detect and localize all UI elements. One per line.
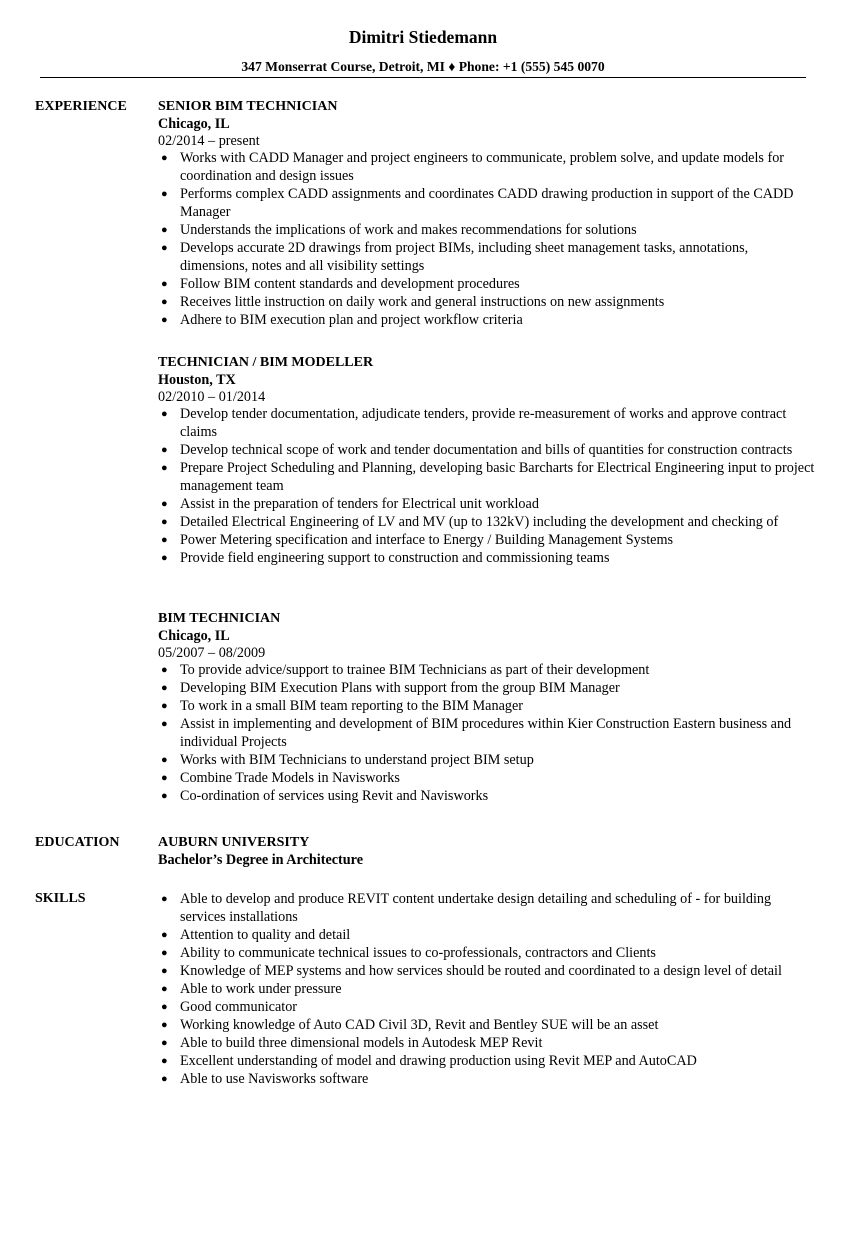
job-location: Chicago, IL bbox=[158, 628, 230, 644]
list-item-text: Detailed Electrical Engineering of LV and MV (up to 132kV) including the development and checking of bbox=[180, 514, 779, 530]
job-entry bbox=[158, 354, 818, 567]
list-item-text: Combine Trade Models in Navisworks bbox=[180, 770, 400, 786]
list-item-text: Developing BIM Execution Plans with support from the group BIM Manager bbox=[180, 680, 620, 696]
bullet-icon: ● bbox=[161, 965, 168, 977]
job-title: TECHNICIAN / BIM MODELLER bbox=[158, 355, 374, 370]
list-item bbox=[158, 459, 818, 495]
list-item-text: Works with BIM Technicians to understand project BIM setup bbox=[180, 752, 534, 768]
bullet-icon: ● bbox=[161, 242, 168, 254]
school-name: AUBURN UNIVERSITY bbox=[158, 835, 310, 850]
bullet-icon: ● bbox=[161, 1073, 168, 1085]
list-item-text: Ability to communicate technical issues to co-professionals, contractors and Clients bbox=[180, 945, 656, 961]
bullet-icon: ● bbox=[161, 224, 168, 236]
list-item bbox=[158, 531, 818, 549]
list-item bbox=[158, 275, 818, 293]
list-item-text: Assist in the preparation of tenders for Electrical unit workload bbox=[180, 496, 539, 512]
bullet-icon: ● bbox=[161, 296, 168, 308]
bullet-icon: ● bbox=[161, 534, 168, 546]
list-item bbox=[158, 751, 818, 769]
bullet-icon: ● bbox=[161, 152, 168, 164]
list-item bbox=[158, 679, 818, 697]
job-bullet-list bbox=[158, 149, 818, 329]
bullet-icon: ● bbox=[161, 1037, 168, 1049]
list-item-text: Adhere to BIM execution plan and project workflow criteria bbox=[180, 312, 523, 328]
header-divider bbox=[40, 77, 806, 78]
list-item-text: Provide field engineering support to construction and commissioning teams bbox=[180, 550, 610, 566]
job-title: SENIOR BIM TECHNICIAN bbox=[158, 99, 338, 114]
bullet-icon: ● bbox=[161, 700, 168, 712]
list-item-text: Develop technical scope of work and tender documentation and bills of quantities for construction contracts bbox=[180, 442, 793, 458]
job-entry bbox=[158, 98, 818, 329]
contact-line: 347 Monserrat Course, Detroit, MI ♦ Phone: +1 (555) 545 0070 bbox=[241, 59, 605, 74]
job-title: BIM TECHNICIAN bbox=[158, 611, 281, 626]
list-item bbox=[158, 549, 818, 567]
list-item bbox=[158, 185, 818, 221]
bullet-icon: ● bbox=[161, 408, 168, 420]
list-item bbox=[158, 944, 814, 962]
job-bullet-list bbox=[158, 405, 818, 567]
job-dates: 02/2010 – 01/2014 bbox=[158, 389, 266, 405]
list-item bbox=[158, 980, 814, 998]
list-item bbox=[158, 495, 818, 513]
list-item-text: Works with CADD Manager and project engineers to communicate, problem solve, and update models for coordination and design issues bbox=[180, 150, 785, 184]
skills-list bbox=[158, 890, 814, 1088]
section-label-experience: EXPERIENCE bbox=[35, 99, 127, 114]
list-item bbox=[158, 405, 818, 441]
list-item bbox=[158, 769, 818, 787]
bullet-icon: ● bbox=[161, 664, 168, 676]
list-item bbox=[158, 293, 818, 311]
list-item bbox=[158, 221, 818, 239]
list-item-text: Working knowledge of Auto CAD Civil 3D, Revit and Bentley SUE will be an asset bbox=[180, 1017, 659, 1033]
bullet-icon: ● bbox=[161, 516, 168, 528]
list-item-text: Co-ordination of services using Revit and Navisworks bbox=[180, 788, 489, 804]
list-item bbox=[158, 1034, 814, 1052]
bullet-icon: ● bbox=[161, 1055, 168, 1067]
bullet-icon: ● bbox=[161, 754, 168, 766]
list-item bbox=[158, 715, 818, 751]
bullet-icon: ● bbox=[161, 1019, 168, 1031]
list-item-text: Follow BIM content standards and development procedures bbox=[180, 276, 520, 292]
job-bullet-list bbox=[158, 661, 818, 805]
list-item bbox=[158, 926, 814, 944]
list-item-text: Performs complex CADD assignments and coordinates CADD drawing production in support of the CADD Manager bbox=[180, 186, 794, 220]
education-entry bbox=[158, 834, 818, 868]
bullet-icon: ● bbox=[161, 498, 168, 510]
bullet-icon: ● bbox=[161, 718, 168, 730]
candidate-name: Dimitri Stiedemann bbox=[348, 27, 498, 47]
job-dates: 02/2014 – present bbox=[158, 133, 260, 149]
section-label-skills: SKILLS bbox=[35, 891, 86, 906]
list-item bbox=[158, 149, 818, 185]
list-item-text: Able to work under pressure bbox=[180, 981, 342, 997]
list-item bbox=[158, 513, 818, 531]
list-item bbox=[158, 787, 818, 805]
list-item bbox=[158, 998, 814, 1016]
list-item-text: Develop tender documentation, adjudicate tenders, provide re-measurement of works and approve contract claims bbox=[180, 406, 787, 440]
bullet-icon: ● bbox=[161, 1001, 168, 1013]
skills-entry bbox=[158, 890, 814, 1088]
list-item-text: Develops accurate 2D drawings from project BIMs, including sheet management tasks, annotations, dimensions, notes and all visibility settings bbox=[180, 240, 749, 274]
bullet-icon: ● bbox=[161, 188, 168, 200]
bullet-icon: ● bbox=[161, 444, 168, 456]
bullet-icon: ● bbox=[161, 947, 168, 959]
job-location: Chicago, IL bbox=[158, 116, 230, 132]
list-item-text: Knowledge of MEP systems and how services should be routed and coordinated to a design level of detail bbox=[180, 963, 782, 979]
section-label-education: EDUCATION bbox=[35, 835, 120, 850]
job-dates: 05/2007 – 08/2009 bbox=[158, 645, 266, 661]
list-item bbox=[158, 239, 818, 275]
list-item-text: Excellent understanding of model and drawing production using Revit MEP and AutoCAD bbox=[180, 1053, 697, 1069]
bullet-icon: ● bbox=[161, 929, 168, 941]
list-item bbox=[158, 962, 814, 980]
list-item-text: Assist in implementing and development of BIM procedures within Kier Construction Eastern business and individual Projects bbox=[180, 716, 792, 750]
list-item-text: Prepare Project Scheduling and Planning, developing basic Barcharts for Electrical Engineering input to project management team bbox=[180, 460, 815, 494]
bullet-icon: ● bbox=[161, 314, 168, 326]
bullet-icon: ● bbox=[161, 552, 168, 564]
list-item bbox=[158, 661, 818, 679]
bullet-icon: ● bbox=[161, 682, 168, 694]
job-location: Houston, TX bbox=[158, 372, 236, 388]
list-item bbox=[158, 311, 818, 329]
bullet-icon: ● bbox=[161, 462, 168, 474]
bullet-icon: ● bbox=[161, 278, 168, 290]
list-item-text: Able to build three dimensional models in Autodesk MEP Revit bbox=[180, 1035, 543, 1051]
list-item-text: To provide advice/support to trainee BIM Technicians as part of their development bbox=[180, 662, 650, 678]
list-item-text: Power Metering specification and interface to Energy / Building Management Systems bbox=[180, 532, 674, 548]
list-item-text: Receives little instruction on daily work and general instructions on new assignments bbox=[180, 294, 665, 310]
list-item-text: Good communicator bbox=[180, 999, 298, 1015]
degree-name: Bachelor’s Degree in Architecture bbox=[158, 852, 363, 868]
list-item bbox=[158, 1052, 814, 1070]
list-item bbox=[158, 890, 814, 926]
list-item-text: Attention to quality and detail bbox=[180, 927, 351, 943]
job-entry bbox=[158, 610, 818, 805]
bullet-icon: ● bbox=[161, 790, 168, 802]
list-item bbox=[158, 1070, 814, 1088]
bullet-icon: ● bbox=[161, 893, 168, 905]
list-item-text: Understands the implications of work and makes recommendations for solutions bbox=[180, 222, 637, 238]
list-item bbox=[158, 1016, 814, 1034]
list-item bbox=[158, 697, 818, 715]
bullet-icon: ● bbox=[161, 772, 168, 784]
list-item bbox=[158, 441, 818, 459]
bullet-icon: ● bbox=[161, 983, 168, 995]
list-item-text: To work in a small BIM team reporting to the BIM Manager bbox=[180, 698, 523, 714]
list-item-text: Able to develop and produce REVIT content undertake design detailing and scheduling of - for building services installations bbox=[180, 891, 772, 925]
list-item-text: Able to use Navisworks software bbox=[180, 1071, 369, 1087]
